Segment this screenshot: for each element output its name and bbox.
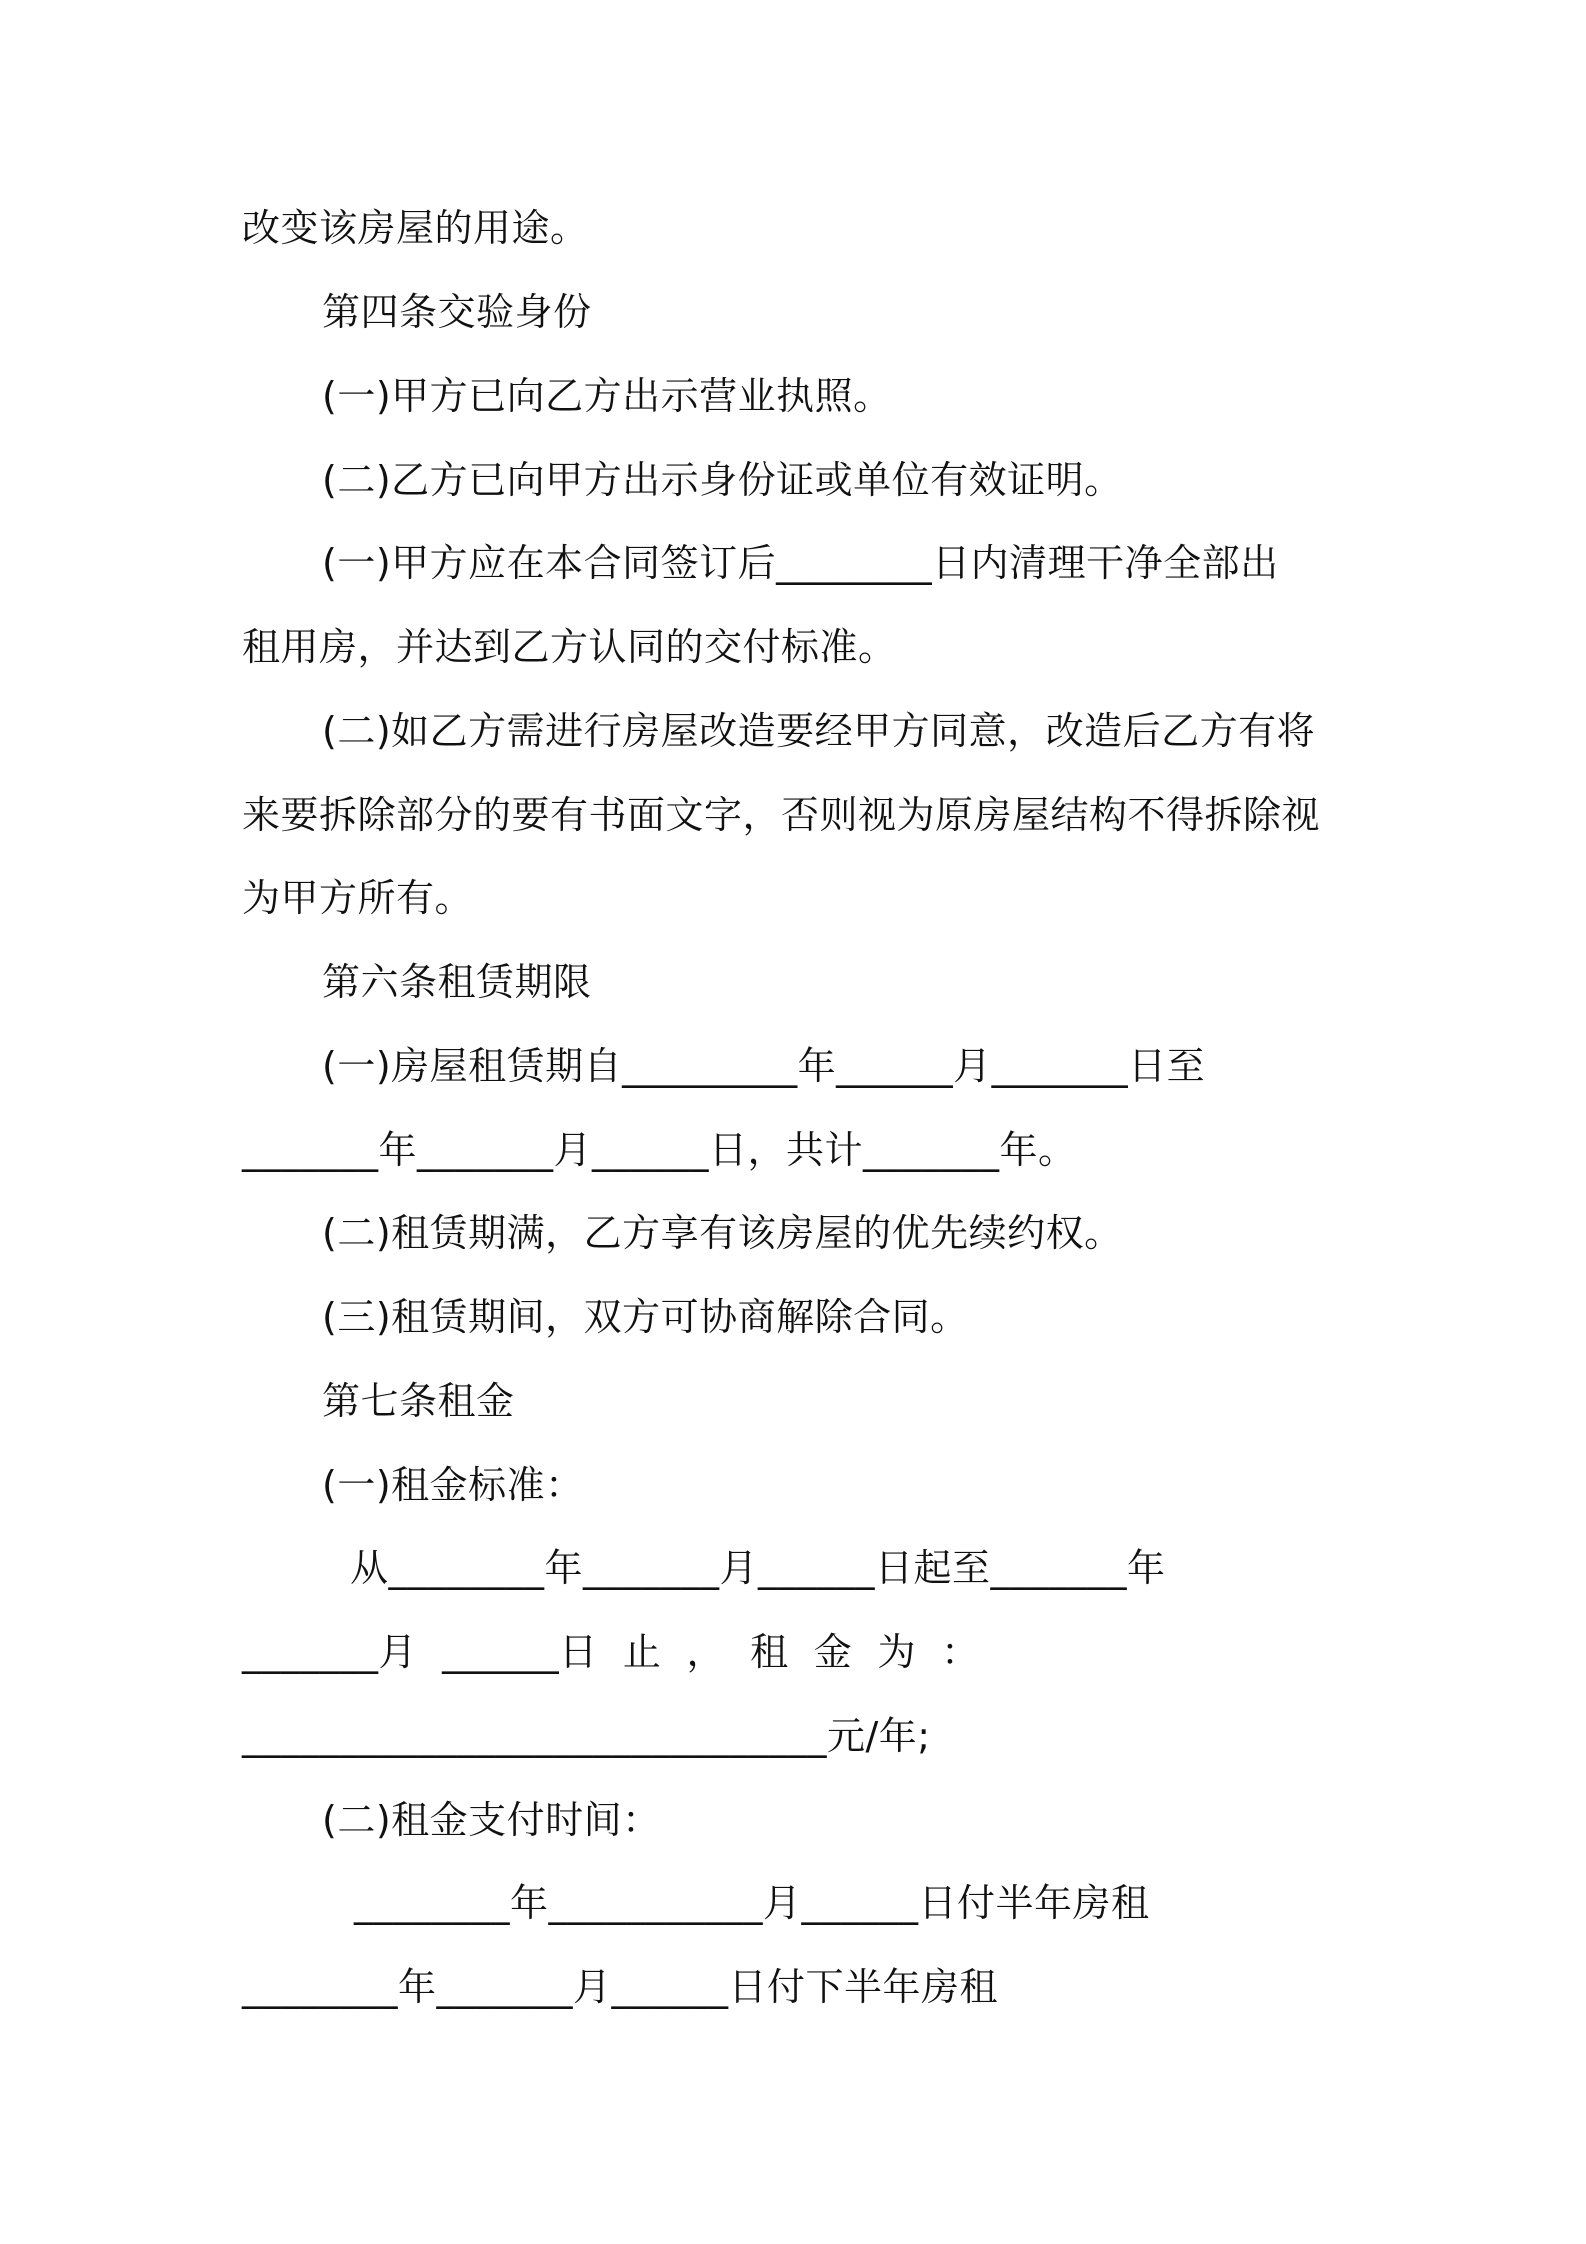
clause-line: (一)房屋租赁期自_________年______月_______日至 — [322, 1044, 1206, 1088]
clause-line: (一)甲方已向乙方出示营业执照。 — [322, 374, 892, 418]
text-line: 为甲方所有。 — [242, 876, 474, 920]
text-line: ______________________________元/年; — [242, 1714, 931, 1758]
article-heading: 第四条交验身份 — [322, 290, 592, 334]
clause-line: (二)乙方已向甲方出示身份证或单位有效证明。 — [322, 458, 1123, 502]
clause-line: (二)租金支付时间： — [322, 1798, 661, 1842]
text-line: _______年_______月______日，共计_______年。 — [242, 1128, 1077, 1172]
text-line: ________年_______月______日付下半年房租 — [242, 1965, 999, 2009]
text-line: 改变该房屋的用途。 — [242, 206, 589, 250]
text-line: 租用房，并达到乙方认同的交付标准。 — [242, 625, 897, 669]
clause-line: 从________年_______月______日起至_______年 — [350, 1546, 1166, 1590]
text-line: _______月 ______日 止 ， 租 金 为 ： — [242, 1630, 980, 1674]
article-heading: 第六条租赁期限 — [322, 960, 592, 1004]
clause-line: (一)租金标准： — [322, 1463, 584, 1507]
clause-line: (二)租赁期满，乙方享有该房屋的优先续约权。 — [322, 1211, 1123, 1255]
article-heading: 第七条租金 — [322, 1379, 515, 1423]
clause-line: (三)租赁期间，双方可协商解除合同。 — [322, 1295, 969, 1339]
clause-line: ________年___________月______日付半年房租 — [354, 1881, 1150, 1925]
clause-line: (二)如乙方需进行房屋改造要经甲方同意，改造后乙方有将 — [322, 709, 1316, 753]
clause-line: (一)甲方应在本合同签订后________日内清理干净全部出 — [322, 541, 1279, 585]
text-line: 来要拆除部分的要有书面文字，否则视为原房屋结构不得拆除视 — [242, 793, 1321, 837]
